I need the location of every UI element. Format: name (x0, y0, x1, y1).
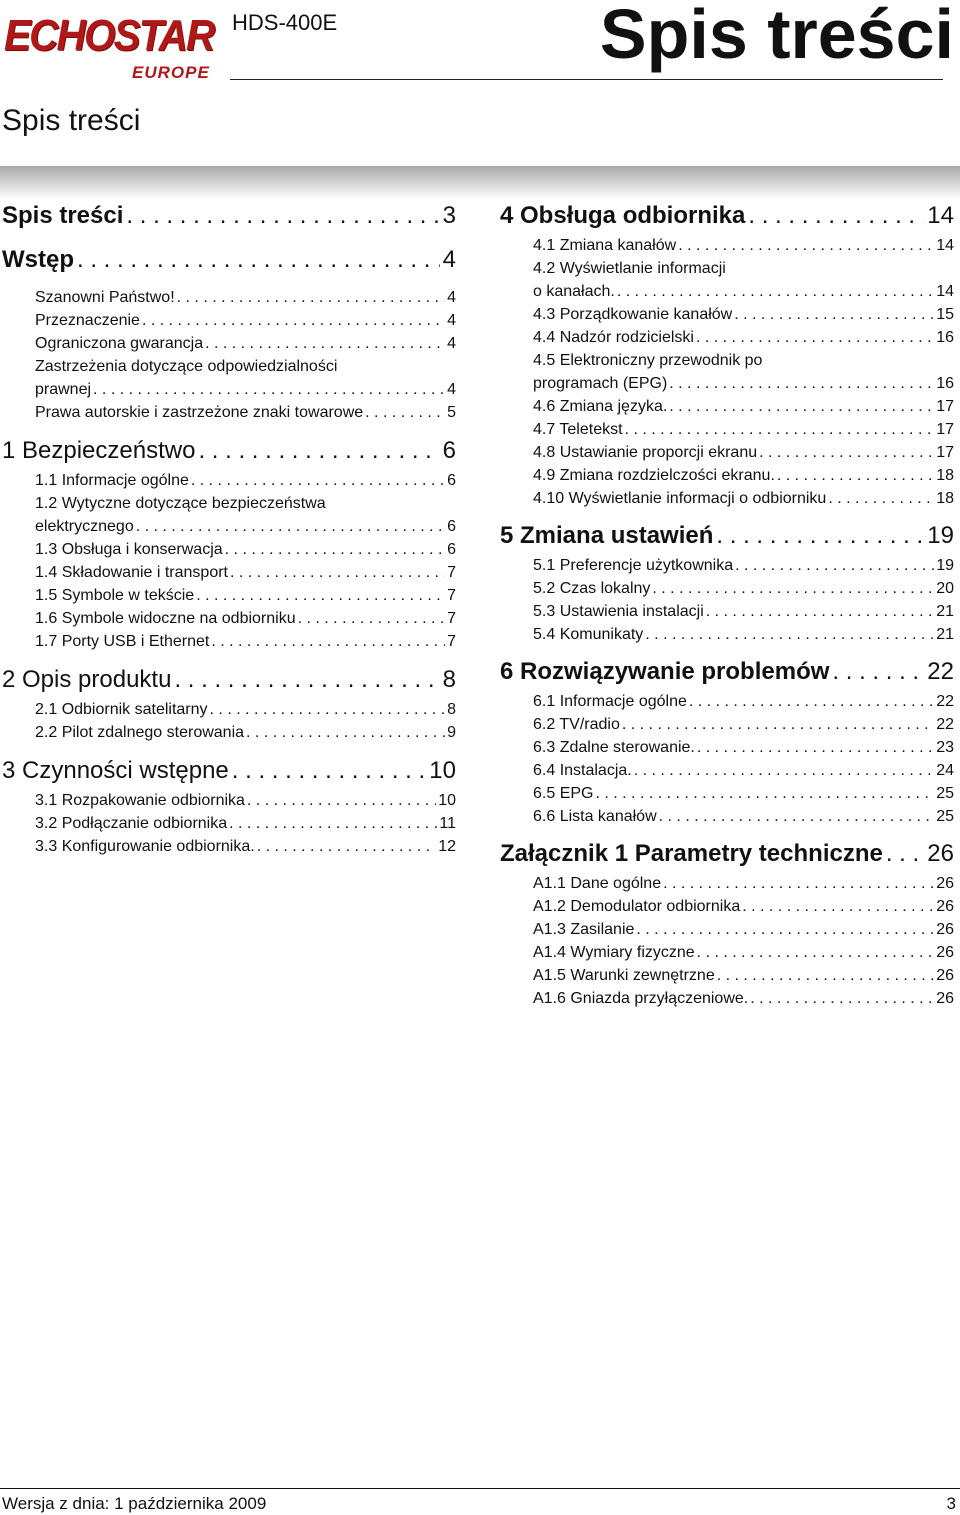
toc-entry-label: A1.5 Warunki zewnętrzne (533, 967, 715, 984)
toc-page-number: 6 (447, 518, 456, 535)
dot-leader (716, 522, 924, 550)
toc-entry-label: 2 Opis produktu (2, 666, 172, 693)
toc-chapter-entry[interactable] (500, 202, 954, 230)
toc-entry-label: 2.2 Pilot zdalnego sterowania (35, 724, 245, 741)
dot-leader (617, 280, 934, 303)
toc-entry[interactable] (2, 835, 456, 858)
dot-leader (246, 721, 445, 744)
toc-page-number: 14 (936, 283, 954, 300)
toc-page-number: 14 (936, 237, 954, 254)
toc-page-number: 24 (936, 762, 954, 779)
toc-page-number: 26 (936, 944, 954, 961)
toc-page-number: 21 (936, 626, 954, 643)
dot-leader (734, 303, 934, 326)
dot-leader (777, 464, 934, 487)
toc-entry-label: A1.4 Wymiary fizyczne (533, 944, 695, 961)
toc-entry[interactable] (2, 812, 456, 835)
toc-page-number: 17 (936, 444, 954, 461)
toc-entry[interactable] (500, 736, 954, 759)
toc-entry-label: 4 Obsługa odbiornika (500, 202, 746, 229)
toc-page-number: 22 (927, 658, 954, 685)
dot-leader (669, 372, 934, 395)
toc-page-number: 16 (936, 375, 954, 392)
toc-chapter-entry[interactable] (2, 437, 456, 465)
toc-entry-label: 4.7 Teletekst (533, 421, 623, 438)
toc-entry[interactable] (500, 600, 954, 623)
dot-leader (663, 872, 934, 895)
dot-leader (652, 577, 934, 600)
dot-leader (198, 437, 439, 465)
toc-entry[interactable] (500, 554, 954, 577)
toc-entry[interactable] (500, 805, 954, 828)
logo-text: ECHOSTAR (4, 11, 214, 60)
toc-entry[interactable] (2, 401, 456, 424)
toc-entry-label: 4.9 Zmiana rozdzielczości ekranu. (533, 467, 775, 484)
toc-entry[interactable] (500, 441, 954, 464)
toc-entry[interactable] (500, 987, 954, 1010)
toc-page-number: 16 (936, 329, 954, 346)
dot-leader (689, 690, 934, 713)
gradient-band (0, 166, 960, 200)
toc-page-number: 9 (447, 724, 456, 741)
toc-page-number: 25 (936, 785, 954, 802)
toc-page-number: 12 (438, 838, 456, 855)
toc-page-number: 26 (936, 898, 954, 915)
toc-entry[interactable] (2, 561, 456, 584)
toc-chapter-entry[interactable] (2, 202, 456, 230)
toc-entry[interactable] (2, 378, 456, 401)
toc-entry[interactable] (500, 372, 954, 395)
toc-entry[interactable] (2, 789, 456, 812)
toc-page-number: 7 (447, 564, 456, 581)
dot-leader (828, 487, 934, 510)
dot-leader (748, 202, 924, 230)
dot-leader (174, 666, 439, 694)
dot-leader (365, 401, 445, 424)
toc-chapter-entry[interactable] (2, 666, 456, 694)
dot-leader (136, 515, 445, 538)
toc-entry-label: 1.6 Symbole widoczne na odbiorniku (35, 610, 296, 627)
toc-entry[interactable] (500, 941, 954, 964)
toc-entry[interactable] (500, 623, 954, 646)
toc-entry-label: 5.4 Komunikaty (533, 626, 644, 643)
dot-leader (205, 332, 445, 355)
toc-page-number: 4 (447, 381, 456, 398)
toc-entry-label: 6 Rozwiązywanie problemów (500, 658, 830, 685)
model-name: HDS-400E (232, 10, 338, 35)
toc-page-number: 26 (936, 990, 954, 1007)
toc-entry-line (2, 355, 456, 378)
dot-leader (759, 441, 934, 464)
toc-entry[interactable] (500, 326, 954, 349)
toc-entry-line (500, 349, 954, 372)
dot-leader (678, 234, 934, 257)
toc-entry-label: 1.4 Składowanie i transport (35, 564, 228, 581)
dot-leader (230, 561, 445, 584)
toc-entry[interactable] (2, 538, 456, 561)
toc-entry-label: 6.3 Zdalne sterowanie. (533, 739, 695, 756)
toc-entry-label: 4.3 Porządkowanie kanałów (533, 306, 733, 323)
toc-page-number: 6 (447, 472, 456, 489)
toc-entry-label: 6.6 Lista kanałów (533, 808, 657, 825)
dot-leader (886, 840, 924, 868)
dot-leader (645, 623, 934, 646)
toc-entry[interactable] (500, 395, 954, 418)
toc-entry-label: programach (EPG) (533, 375, 668, 392)
toc-entry-label: 1.2 Wytyczne dotyczące bezpieczeństwa (35, 495, 326, 512)
toc-entry[interactable] (2, 332, 456, 355)
dot-leader (636, 918, 934, 941)
toc-entry[interactable] (500, 713, 954, 736)
dot-leader (742, 895, 934, 918)
dot-leader (622, 713, 934, 736)
toc-chapter-entry[interactable] (500, 840, 954, 868)
toc-chapter-entry[interactable] (2, 246, 456, 274)
dot-leader (595, 782, 934, 805)
toc-page-number: 25 (936, 808, 954, 825)
toc-entry-label: 5 Zmiana ustawień (500, 522, 714, 549)
toc-entry-label: A1.3 Zasilanie (533, 921, 635, 938)
dot-leader (717, 964, 934, 987)
logo-subtext: EUROPE (132, 63, 210, 82)
toc-page-number: 7 (447, 610, 456, 627)
toc-entry-label: 1 Bezpieczeństwo (2, 437, 196, 464)
toc-entry-label: 1.1 Informacje ogólne (35, 472, 189, 489)
toc-page-number: 26 (936, 921, 954, 938)
toc-entry-label: 3.1 Rozpakowanie odbiornika (35, 792, 245, 809)
toc-entry-label: 6.5 EPG (533, 785, 594, 802)
toc-entry[interactable] (500, 759, 954, 782)
dot-leader (142, 309, 445, 332)
page-title: Spis treści (599, 0, 954, 73)
toc-entry[interactable] (500, 918, 954, 941)
toc-left-column (2, 202, 456, 858)
toc-entry-label: A1.1 Dane ogólne (533, 875, 662, 892)
dot-leader (191, 469, 445, 492)
header-divider (230, 79, 943, 80)
toc-entry[interactable] (500, 234, 954, 257)
toc-page-number: 19 (936, 557, 954, 574)
toc-entry-label: o kanałach. (533, 283, 615, 300)
toc-entry-label: A1.2 Demodulator odbiornika (533, 898, 741, 915)
toc-page-number: 15 (936, 306, 954, 323)
toc-entry[interactable] (2, 469, 456, 492)
toc-entry-label: 3.3 Konfigurowanie odbiornika. (35, 838, 255, 855)
toc-entry[interactable] (500, 782, 954, 805)
toc-entry-label: 4.8 Ustawianie proporcji ekranu (533, 444, 758, 461)
section-title: Spis treści (2, 104, 141, 137)
toc-entry-label: 1.3 Obsługa i konserwacja (35, 541, 223, 558)
toc-entry-label: Szanowni Państwo! (35, 289, 175, 306)
toc-page-number: 26 (936, 875, 954, 892)
toc-entry[interactable] (2, 309, 456, 332)
toc-entry[interactable] (500, 303, 954, 326)
toc-entry-label: 6.1 Informacje ogólne (533, 693, 687, 710)
toc-entry-label: Prawa autorskie i zastrzeżone znaki towarowe (35, 404, 364, 421)
dot-leader (697, 736, 934, 759)
dot-leader (750, 987, 934, 1010)
toc-page-number: 14 (927, 202, 954, 229)
toc-entry[interactable] (500, 418, 954, 441)
toc-entry[interactable] (2, 630, 456, 653)
toc-page-number: 4 (447, 335, 456, 352)
toc-entry-label: 5.1 Preferencje użytkownika (533, 557, 734, 574)
toc-entry[interactable] (2, 515, 456, 538)
toc-page-number: 18 (936, 490, 954, 507)
toc-page-number: 26 (927, 840, 954, 867)
toc-entry-line (500, 257, 954, 280)
dot-leader (225, 538, 445, 561)
dot-leader (697, 941, 935, 964)
dot-leader (735, 554, 934, 577)
toc-entry-label: 2.1 Odbiornik satelitarny (35, 701, 208, 718)
toc-page-number: 20 (936, 580, 954, 597)
toc-entry-label: 4.2 Wyświetlanie informacji (533, 260, 726, 277)
toc-page-number: 4 (447, 289, 456, 306)
toc-page-number: 4 (442, 246, 456, 273)
toc-page-number: 8 (447, 701, 456, 718)
toc-page-number: 6 (447, 541, 456, 558)
toc-entry-label: 1.7 Porty USB i Ethernet (35, 633, 210, 650)
toc-chapter-entry[interactable] (500, 658, 954, 686)
toc-page-number: 22 (936, 716, 954, 733)
dot-leader (232, 757, 427, 785)
toc-entry-label: Ograniczona gwarancja (35, 335, 204, 352)
toc-entry-label: Wstęp (2, 246, 74, 273)
dot-leader (210, 698, 446, 721)
dot-leader (211, 630, 445, 653)
toc-entry-label: Załącznik 1 Parametry techniczne (500, 840, 883, 867)
toc-chapter-entry[interactable] (500, 522, 954, 550)
toc-page-number: 10 (438, 792, 456, 809)
toc-entry-label: 6.4 Instalacja. (533, 762, 632, 779)
dot-leader (669, 395, 934, 418)
dot-leader (634, 759, 934, 782)
toc-chapter-entry[interactable] (2, 757, 456, 785)
toc-entry[interactable] (2, 607, 456, 630)
toc-entry[interactable] (500, 280, 954, 303)
toc-entry-label: Przeznaczenie (35, 312, 140, 329)
toc-entry[interactable] (500, 464, 954, 487)
dot-leader (257, 835, 437, 858)
toc-page-number: 17 (936, 398, 954, 415)
dot-leader (832, 658, 924, 686)
toc-page-number: 21 (936, 603, 954, 620)
toc-page-number: 4 (447, 312, 456, 329)
toc-entry[interactable] (500, 895, 954, 918)
toc-entry[interactable] (500, 872, 954, 895)
toc-page-number: 8 (442, 666, 456, 693)
dot-leader (298, 607, 445, 630)
toc-entry-label: 4.10 Wyświetlanie informacji o odbiorniku (533, 490, 827, 507)
toc-entry-label: elektrycznego (35, 518, 134, 535)
dot-leader (196, 584, 445, 607)
toc-entry[interactable] (500, 964, 954, 987)
toc-page-number: 7 (447, 587, 456, 604)
toc-entry-label: 4.6 Zmiana języka. (533, 398, 668, 415)
toc-entry-line (2, 492, 456, 515)
toc-page-number: 22 (936, 693, 954, 710)
toc-page-number: 7 (447, 633, 456, 650)
toc-page-number: 10 (429, 757, 456, 784)
footer-divider (0, 1488, 960, 1489)
dot-leader (659, 805, 935, 828)
toc-entry[interactable] (500, 690, 954, 713)
dot-leader (126, 202, 439, 230)
dot-leader (706, 600, 934, 623)
dot-leader (77, 246, 440, 274)
toc-entry-label: 4.1 Zmiana kanałów (533, 237, 677, 254)
toc-entry[interactable] (2, 721, 456, 744)
toc-entry[interactable] (2, 286, 456, 309)
toc-entry[interactable] (500, 487, 954, 510)
toc-page-number: 3 (442, 202, 456, 229)
toc-entry-label: 5.3 Ustawienia instalacji (533, 603, 704, 620)
toc-page-number: 17 (936, 421, 954, 438)
toc-entry-label: prawnej (35, 381, 92, 398)
toc-entry-label: 6.2 TV/radio (533, 716, 620, 733)
dot-leader (229, 812, 437, 835)
toc-entry-label: 3 Czynności wstępne (2, 757, 229, 784)
footer-page-number: 3 (946, 1494, 956, 1513)
toc-page-number: 11 (439, 815, 456, 832)
toc-entry-label: 3.2 Podłączanie odbiornika (35, 815, 228, 832)
toc-page-number: 5 (447, 404, 456, 421)
toc-page-number: 23 (936, 739, 954, 756)
dot-leader (625, 418, 935, 441)
echostar-logo (4, 11, 214, 86)
footer-version: Wersja z dnia: 1 października 2009 (2, 1494, 267, 1513)
dot-leader (247, 789, 436, 812)
dot-leader (93, 378, 445, 401)
toc-page-number: 18 (936, 467, 954, 484)
toc-entry[interactable] (2, 698, 456, 721)
dot-leader (177, 286, 445, 309)
toc-page-number: 6 (442, 437, 456, 464)
toc-entry-label: Spis treści (2, 202, 124, 229)
toc-entry-label: 1.5 Symbole w tekście (35, 587, 195, 604)
toc-page-number: 26 (936, 967, 954, 984)
toc-page-number: 19 (927, 522, 954, 549)
toc-entry[interactable] (500, 577, 954, 600)
toc-entry-label: 4.5 Elektroniczny przewodnik po (533, 352, 763, 369)
toc-entry[interactable] (2, 584, 456, 607)
toc-entry-label: 5.2 Czas lokalny (533, 580, 651, 597)
toc-entry-label: Zastrzeżenia dotyczące odpowiedzialności (35, 358, 338, 375)
dot-leader (696, 326, 934, 349)
toc-entry-label: 4.4 Nadzór rodzicielski (533, 329, 694, 346)
toc-entry-label: A1.6 Gniazda przyłączeniowe. (533, 990, 749, 1007)
toc-right-column (500, 202, 954, 1010)
